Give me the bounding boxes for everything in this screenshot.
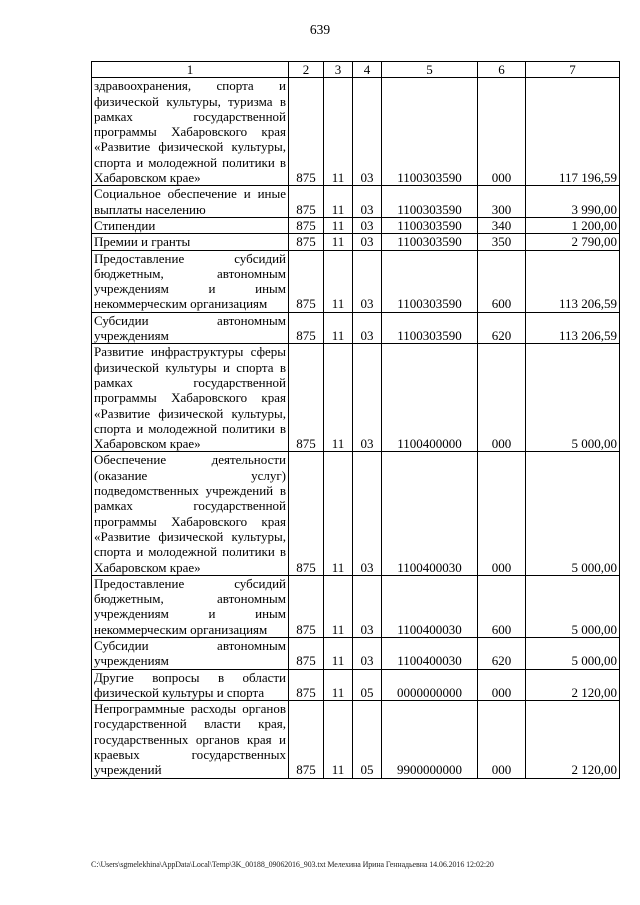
table-row: [92, 234, 620, 250]
row-section: 11: [324, 701, 353, 778]
row-section: 11: [324, 344, 353, 452]
row-ministry: 875: [289, 234, 324, 250]
row-name: Другие вопросы в области физической культуры и спорта: [92, 669, 289, 701]
row-name: Субсидии автономным учреждениям: [92, 637, 289, 669]
row-name: Премии и гранты: [92, 234, 289, 250]
row-ministry: 875: [289, 186, 324, 218]
row-name: здравоохранения, спорта и физической культуры, туризма в рамках государственной программы Хабаровского края «Развитие физической культуры, спорта и молодежной политики в Хабаровском крае»: [92, 78, 289, 186]
row-type: 000: [478, 344, 526, 452]
col-header-section: 3: [324, 62, 353, 78]
row-type: 000: [478, 669, 526, 701]
row-type: 620: [478, 637, 526, 669]
row-section: 11: [324, 312, 353, 344]
col-header-subsection: 4: [353, 62, 382, 78]
budget-table: [91, 61, 620, 779]
row-ministry: 875: [289, 250, 324, 312]
row-amount: 2 790,00: [526, 234, 620, 250]
row-name: Предоставление субсидий бюджетным, автономным учреждениям и иным некоммерческим организациям: [92, 250, 289, 312]
row-amount: 3 990,00: [526, 186, 620, 218]
row-amount: 113 206,59: [526, 250, 620, 312]
row-section: 11: [324, 78, 353, 186]
table-row: [92, 637, 620, 669]
row-target: 1100303590: [382, 250, 478, 312]
row-section: 11: [324, 217, 353, 233]
row-subsection: 03: [353, 575, 382, 637]
row-ministry: 875: [289, 575, 324, 637]
table-row: [92, 669, 620, 701]
row-subsection: 03: [353, 234, 382, 250]
row-ministry: 875: [289, 701, 324, 778]
row-ministry: 875: [289, 637, 324, 669]
row-type: 000: [478, 452, 526, 575]
table-row: [92, 452, 620, 575]
row-target: 0000000000: [382, 669, 478, 701]
row-section: 11: [324, 452, 353, 575]
row-amount: 2 120,00: [526, 669, 620, 701]
row-ministry: 875: [289, 344, 324, 452]
table-row: [92, 701, 620, 778]
row-type: 340: [478, 217, 526, 233]
row-amount: 5 000,00: [526, 344, 620, 452]
row-amount: 5 000,00: [526, 452, 620, 575]
row-target: 1100303590: [382, 186, 478, 218]
row-subsection: 03: [353, 217, 382, 233]
row-type: 350: [478, 234, 526, 250]
table-row: [92, 186, 620, 218]
row-section: 11: [324, 575, 353, 637]
row-target: 1100400030: [382, 575, 478, 637]
table-row: [92, 217, 620, 233]
row-subsection: 03: [353, 637, 382, 669]
row-amount: 5 000,00: [526, 575, 620, 637]
row-name: Стипендии: [92, 217, 289, 233]
row-subsection: 05: [353, 701, 382, 778]
row-amount: 1 200,00: [526, 217, 620, 233]
row-target: 1100303590: [382, 234, 478, 250]
row-section: 11: [324, 234, 353, 250]
row-section: 11: [324, 669, 353, 701]
header-row: [92, 62, 620, 78]
table-row: [92, 250, 620, 312]
row-subsection: 03: [353, 344, 382, 452]
col-header-amount: 7: [526, 62, 620, 78]
page-number: 639: [309, 22, 331, 37]
col-header-ministry: 2: [289, 62, 324, 78]
table-row: [92, 344, 620, 452]
row-target: 1100400030: [382, 637, 478, 669]
row-ministry: 875: [289, 312, 324, 344]
table-row: [92, 78, 620, 186]
row-amount: 113 206,59: [526, 312, 620, 344]
row-section: 11: [324, 186, 353, 218]
row-amount: 117 196,59: [526, 78, 620, 186]
row-section: 11: [324, 250, 353, 312]
row-ministry: 875: [289, 78, 324, 186]
row-type: 300: [478, 186, 526, 218]
row-type: 620: [478, 312, 526, 344]
row-name: Предоставление субсидий бюджетным, автономным учреждениям и иным некоммерческим организациям: [92, 575, 289, 637]
row-subsection: 03: [353, 452, 382, 575]
row-ministry: 875: [289, 669, 324, 701]
row-type: 000: [478, 78, 526, 186]
row-name: Непрограммные расходы органов государственной власти края, государственных органов края и краевых государственных учреждений: [92, 701, 289, 778]
row-target: 1100400000: [382, 344, 478, 452]
row-target: 1100303590: [382, 312, 478, 344]
row-type: 600: [478, 575, 526, 637]
row-name: Развитие инфраструктуры сферы физической культуры и спорта в рамках государственной программы Хабаровского края «Развитие физической культуры, спорта и молодежной политики в Хабаровском крае»: [92, 344, 289, 452]
col-header-target: 5: [382, 62, 478, 78]
row-type: 600: [478, 250, 526, 312]
row-name: Обеспечение деятельности (оказание услуг) подведомственных учреждений в рамках государственной программы Хабаровского края «Развитие физической культуры, спорта и молодежной политики в Хабаровском крае»: [92, 452, 289, 575]
col-header-name: 1: [92, 62, 289, 78]
table-row: [92, 312, 620, 344]
row-target: 1100400030: [382, 452, 478, 575]
row-amount: 5 000,00: [526, 637, 620, 669]
row-name: Субсидии автономным учреждениям: [92, 312, 289, 344]
row-type: 000: [478, 701, 526, 778]
row-subsection: 03: [353, 186, 382, 218]
row-target: 1100303590: [382, 217, 478, 233]
row-amount: 2 120,00: [526, 701, 620, 778]
row-subsection: 03: [353, 250, 382, 312]
file-path-footer: C:\Users\sgmelekhina\AppData\Local\Temp\3K_00188_09062016_903.txt Мелехина Ирина Геннадьевна 14.06.2016 12:02:20: [91, 860, 494, 869]
row-ministry: 875: [289, 452, 324, 575]
row-subsection: 03: [353, 312, 382, 344]
table-row: [92, 575, 620, 637]
row-target: 1100303590: [382, 78, 478, 186]
row-ministry: 875: [289, 217, 324, 233]
row-name: Социальное обеспечение и иные выплаты населению: [92, 186, 289, 218]
col-header-type: 6: [478, 62, 526, 78]
row-subsection: 03: [353, 78, 382, 186]
row-subsection: 05: [353, 669, 382, 701]
row-target: 9900000000: [382, 701, 478, 778]
row-section: 11: [324, 637, 353, 669]
